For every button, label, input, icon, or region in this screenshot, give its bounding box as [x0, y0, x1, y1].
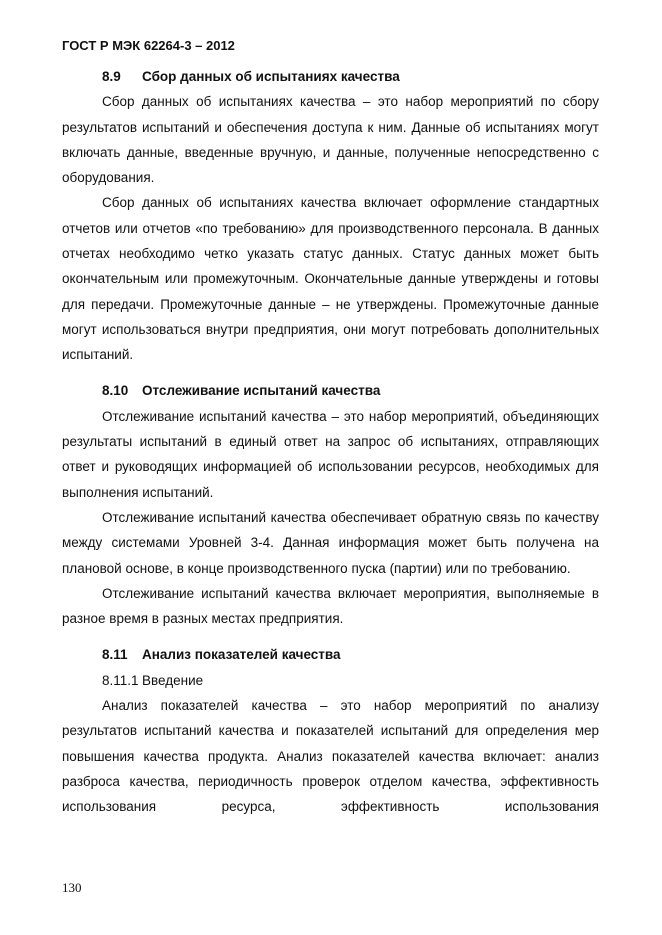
section-title: Анализ показателей качества: [142, 646, 341, 662]
section-heading-8-9: [62, 64, 599, 89]
section-number: 8.9: [102, 69, 121, 84]
paragraph: Анализ показателей качества – это набор мероприятий по анализу результатов испытаний качества и показателей испытаний для определения мер повышения качества продукта. Анализ показателей качества включает: анализ разброса качества, периодичность проверок отделом качества, эффективность использования ресурса, эффективность использования: [62, 698, 599, 815]
section-number: 8.10: [102, 382, 129, 398]
section-heading-8-11: [62, 642, 599, 667]
subsection-title: Введение: [142, 672, 204, 688]
paragraph: Отслеживание испытаний качества обеспечивает обратную связь по качеству между системами Уровней 3-4. Данная информация может быть получена на плановой основе, в конце производственного пуска (партии) или по требованию.: [62, 510, 599, 576]
subsection-number: 8.11.1: [102, 672, 139, 688]
subsection-heading-8-11-1: [62, 668, 599, 693]
page-content: [62, 64, 599, 820]
paragraph: Отслеживание испытаний качества – это набор мероприятий, объединяющих результаты испытаний в единый ответ на запрос об испытаниях, отправляющих ответ и руководящих информацией об использовании ресурсов, необходимых для выполнения испытаний.: [62, 408, 599, 500]
section-title: Сбор данных об испытаниях качества: [142, 69, 400, 84]
section-heading-8-10: [62, 378, 599, 403]
section-title: Отслеживание испытаний качества: [142, 382, 381, 398]
paragraph: Сбор данных об испытаниях качества – это набор мероприятий по сбору результатов испытаний и обеспечения доступа к ним. Данные об испытаниях могут включать данные, введенные вручную, и данные, полученные непосредственно с оборудования.: [62, 94, 599, 186]
page-number: 130: [62, 880, 82, 895]
standard-code-header: ГОСТ Р МЭК 62264-3 – 2012: [62, 38, 235, 53]
paragraph: Отслеживание испытаний качества включает мероприятия, выполняемые в разное время в разных местах предприятия.: [62, 585, 599, 627]
paragraph: Сбор данных об испытаниях качества включает оформление стандартных отчетов или отчетов «по требованию» для производственного персонала. В данных отчетах необходимо четко указать статус данных. Статус данных может быть окончательным или промежуточным. Окончательные данные утверждены и готовы для передачи. Промежуточные данные – не утверждены. Промежуточные данные могут использоваться внутри предприятия, они могут потребовать дополнительных испытаний.: [62, 195, 599, 363]
section-number: 8.11: [102, 646, 128, 662]
